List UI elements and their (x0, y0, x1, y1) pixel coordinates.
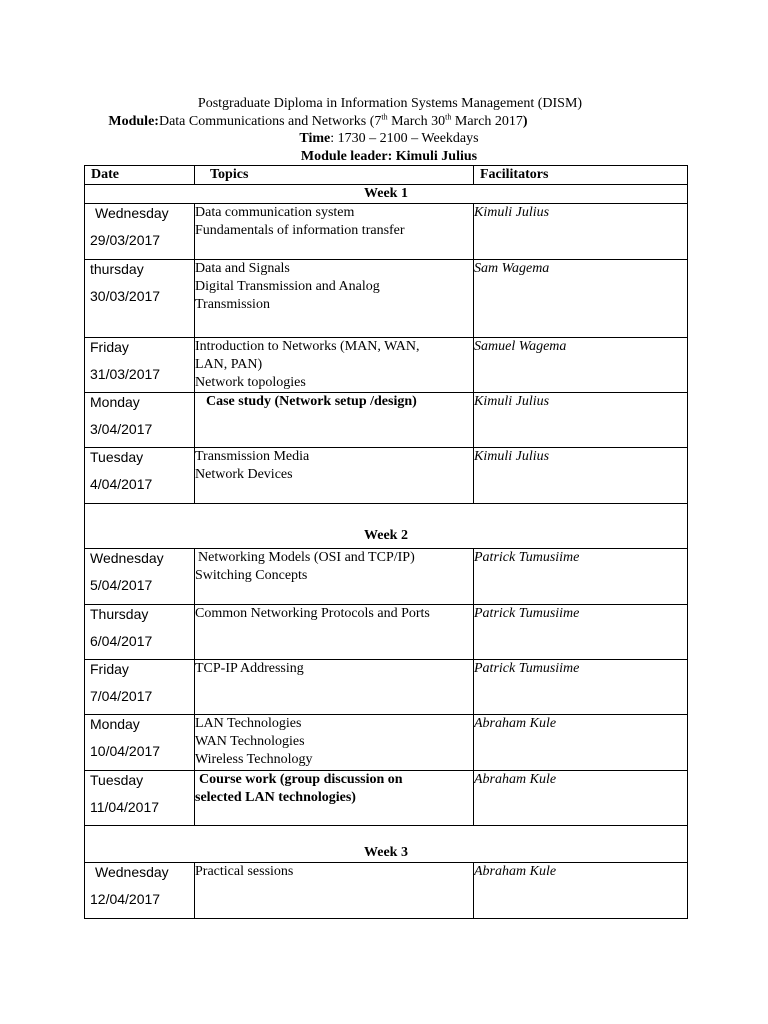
day-name: Friday (90, 339, 129, 355)
facilitator-cell: Samuel Wagema (474, 338, 688, 393)
day-name: Wednesday (90, 550, 164, 566)
day-name: Thursday (90, 606, 149, 622)
table-row (85, 549, 688, 605)
facilitator-cell: Patrick Tumusiime (474, 549, 688, 605)
date-value: 4/04/2017 (90, 476, 153, 492)
day-name: Wednesday (95, 864, 169, 880)
week-label: Week 1 (85, 185, 688, 204)
table-row (85, 393, 688, 448)
table-row (85, 605, 688, 660)
date-cell (85, 204, 195, 260)
module-line (0, 113, 702, 130)
module-name: Data Communications and Networks (7 (158, 114, 382, 129)
topic-line: Network Devices (195, 467, 293, 482)
day-name: Friday (90, 661, 129, 677)
topics-cell (195, 338, 474, 393)
table-row (85, 660, 688, 715)
module-sup-2: th (445, 112, 452, 122)
topics-cell (195, 605, 474, 660)
module-sup-1: th (381, 112, 388, 122)
col-header-topics: Topics (195, 166, 474, 185)
day-name: Tuesday (90, 772, 144, 788)
date-cell (85, 338, 195, 393)
date-cell (85, 660, 195, 715)
module-paren: ) (522, 114, 528, 129)
table-row (85, 771, 688, 826)
facilitator-cell: Kimuli Julius (474, 393, 688, 448)
topic-line: Common Networking Protocols and Ports (195, 606, 430, 621)
date-value: 5/04/2017 (90, 577, 153, 593)
topic-line: Course work (group discussion on (199, 772, 403, 787)
topics-cell (195, 549, 474, 605)
module-leader: Module leader: Kimuli Julius (300, 149, 478, 164)
topic-line: Network topologies (195, 375, 306, 390)
day-name: Monday (90, 716, 140, 732)
table-row (85, 204, 688, 260)
topic-line: Case study (Network setup /design) (206, 394, 417, 409)
topic-line: Wireless Technology (195, 752, 313, 767)
facilitator-cell: Abraham Kule (474, 863, 688, 919)
date-value: 7/04/2017 (90, 688, 153, 704)
day-name: Monday (90, 394, 140, 410)
topic-line: LAN, PAN) (195, 357, 263, 372)
date-cell (85, 863, 195, 919)
day-name: Tuesday (90, 449, 144, 465)
facilitator-cell: Sam Wagema (474, 260, 688, 338)
topics-cell (195, 260, 474, 338)
topics-cell (195, 715, 474, 771)
week-row (85, 185, 688, 204)
col-header-date: Date (85, 166, 195, 185)
program-title: Postgraduate Diploma in Information Systems Management (DISM) (197, 96, 583, 111)
topic-line: Networking Models (OSI and TCP/IP) (198, 550, 415, 565)
facilitator-cell: Patrick Tumusiime (474, 660, 688, 715)
date-value: 30/03/2017 (90, 288, 161, 304)
facilitator-cell: Kimuli Julius (474, 448, 688, 504)
schedule-table (84, 165, 688, 919)
topic-line: Transmission (195, 297, 270, 312)
table-row (85, 863, 688, 919)
topic-line: Fundamentals of information transfer (195, 223, 405, 238)
topics-cell (195, 771, 474, 826)
week-label: Week 2 (85, 504, 688, 549)
topics-cell (195, 660, 474, 715)
topic-line: Digital Transmission and Analog (195, 279, 380, 294)
date-cell (85, 448, 195, 504)
table-row (85, 338, 688, 393)
time-value: : 1730 – 2100 – Weekdays (330, 131, 479, 146)
topic-line: Data communication system (195, 205, 355, 220)
date-cell (85, 605, 195, 660)
topic-line: Practical sessions (195, 864, 294, 879)
topic-line: TCP-IP Addressing (195, 661, 304, 676)
topics-cell (195, 204, 474, 260)
topics-cell (195, 393, 474, 448)
time-line (5, 130, 768, 147)
module-label: Module: (108, 114, 159, 129)
topics-cell (195, 863, 474, 919)
week-label: Week 3 (85, 826, 688, 863)
topic-line: LAN Technologies (195, 716, 302, 731)
time-label: Time (299, 131, 331, 146)
topic-line: Data and Signals (195, 261, 290, 276)
table-row (85, 260, 688, 338)
date-cell (85, 549, 195, 605)
table-row (85, 715, 688, 771)
topic-line: WAN Technologies (195, 734, 305, 749)
topic-line: Introduction to Networks (MAN, WAN, (195, 339, 420, 354)
topics-cell (195, 448, 474, 504)
date-value: 12/04/2017 (90, 891, 161, 907)
topic-line: Transmission Media (195, 449, 310, 464)
day-name: Wednesday (95, 205, 169, 221)
facilitator-cell: Patrick Tumusiime (474, 605, 688, 660)
topic-line: Switching Concepts (195, 568, 308, 583)
table-header-row (85, 166, 688, 185)
table-row (85, 448, 688, 504)
module-mid: March 30 (387, 114, 446, 129)
facilitator-cell: Abraham Kule (474, 771, 688, 826)
facilitator-cell: Kimuli Julius (474, 204, 688, 260)
date-value: 31/03/2017 (90, 366, 161, 382)
date-value: 10/04/2017 (90, 743, 161, 759)
week-row (85, 826, 688, 863)
facilitator-cell: Abraham Kule (474, 715, 688, 771)
date-value: 6/04/2017 (90, 633, 153, 649)
day-name: thursday (90, 261, 144, 277)
week-row (85, 504, 688, 549)
date-cell (85, 260, 195, 338)
date-value: 11/04/2017 (90, 799, 160, 815)
date-cell (85, 393, 195, 448)
date-cell (85, 771, 195, 826)
col-header-facilitators: Facilitators (474, 166, 688, 185)
module-end: March 2017 (451, 114, 523, 129)
topic-line: selected LAN technologies) (195, 790, 356, 805)
date-cell (85, 715, 195, 771)
date-value: 29/03/2017 (90, 232, 161, 248)
date-value: 3/04/2017 (90, 421, 153, 437)
